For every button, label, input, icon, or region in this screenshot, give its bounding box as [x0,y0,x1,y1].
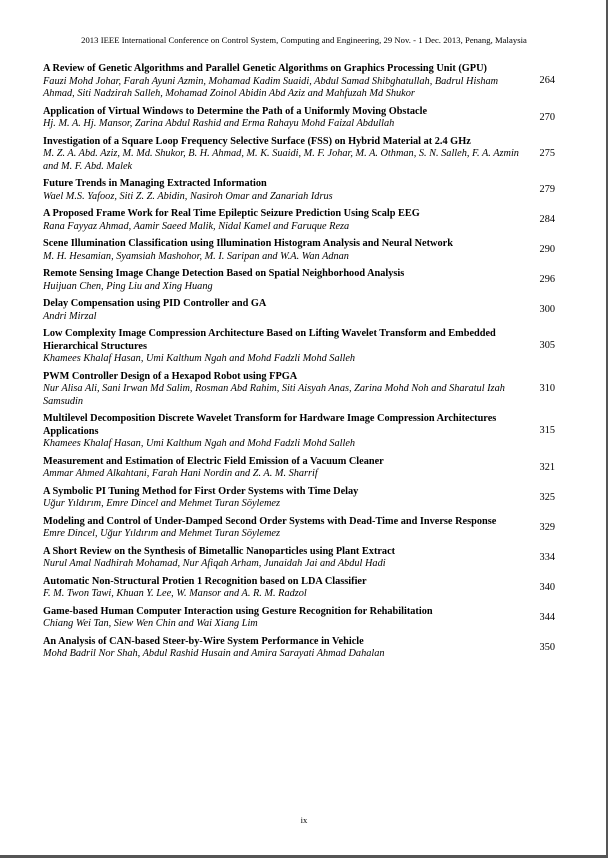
toc-entry [43,238,563,263]
entry-authors: M. H. Hesamian, Syamsiah Mashohor, M. I. Saripan and W.A. Wan Adnan [43,250,349,262]
page-number: 284 [539,214,555,225]
page-number: 290 [539,244,555,255]
entry-title: Game-based Human Computer Interaction using Gesture Recognition for Rehabilitation [43,605,433,617]
entry-title: Investigation of a Square Loop Frequency Selective Surface (FSS) on Hybrid Material at 2.4 GHz [43,135,471,147]
entry-title: An Analysis of CAN-based Steer-by-Wire System Performance in Vehicle [43,635,364,647]
page-number: 344 [539,611,555,623]
page-number: 300 [539,304,555,315]
toc-entry [43,636,563,661]
page-number: 270 [539,111,555,123]
toc-entry [43,486,563,511]
toc-entry [43,456,563,481]
page-number: 305 [539,340,555,351]
toc-entry [43,413,563,451]
page-number: 350 [539,641,555,653]
page-number: 325 [539,491,555,503]
entry-title: Automatic Non-Structural Protien 1 Recognition based on LDA Classifier [43,575,367,587]
table-of-contents [43,63,563,666]
entry-authors: Ammar Ahmed Alkahtani, Farah Hani Nordin and Z. A. M. Sharrif [43,468,318,479]
entry-authors: Wael M.S. Yafooz, Siti Z. Z. Abidin, Nasiroh Omar and Zanariah Idrus [43,190,333,202]
entry-authors: F. M. Twon Tawi, Khuan Y. Lee, W. Mansor and A. R. M. Radzol [43,588,307,599]
toc-entry [43,268,563,293]
entry-authors: Fauzi Mohd Johar, Farah Ayuni Azmin, Mohamad Kadim Suaidi, Abdul Samad Shibghatullah, Badrul Hisham Ahmad, Siti Nadzirah Salleh, Mohamad Zoinol Abidin Abd Aziz and Mahfuzah Md Shukor [43,75,499,99]
page-number: 279 [539,184,555,195]
page-footer-number: ix [300,815,308,825]
entry-authors: Andri Mirzal [43,310,97,322]
entry-title: A Symbolic PI Tuning Method for First Order Systems with Time Delay [43,485,359,497]
entry-authors: Hj. M. A. Hj. Mansor, Zarina Abdul Rashid and Erma Rahayu Mohd Faizal Abdullah [43,118,395,129]
entry-authors: Rana Fayyaz Ahmad, Aamir Saeed Malik, Nidal Kamel and Faruque Reza [43,220,350,232]
toc-entry [43,606,563,631]
entry-authors: Khamees Khalaf Hasan, Umi Kalthum Ngah and Mohd Fadzli Mohd Salleh [43,353,356,364]
toc-entry [43,63,563,101]
entry-title: Future Trends in Managing Extracted Information [43,178,267,189]
entry-authors: Nur Alisa Ali, Sani Irwan Md Salim, Rosman Abd Rahim, Siti Aisyah Anas, Zarina Mohd Noh and Sharatul Izah Samsudin [43,383,505,407]
entry-authors: Nurul Amal Nadhirah Mohamad, Nur Afiqah Arham, Junaidah Jai and Abdul Hadi [43,558,386,569]
entry-title: A Review of Genetic Algorithms and Parallel Genetic Algorithms on Graphics Processing Unit (GPU) [43,63,487,74]
page-header: 2013 IEEE International Conference on Control System, Computing and Engineering, 29 Nov. - 1 Dec. 2013, Penang, Malaysia [81,35,527,45]
page-number: 321 [539,461,555,473]
entry-title: Scene Illumination Classification using Illumination Histogram Analysis and Neural Network [43,238,453,249]
toc-entry [43,136,563,174]
entry-authors: Huijuan Chen, Ping Liu and Xing Huang [43,280,213,292]
entry-title: Multilevel Decomposition Discrete Wavelet Transform for Hardware Image Compression Architectures Applications [43,413,497,437]
entry-title: Low Complexity Image Compression Architecture Based on Lifting Wavelet Transform and Embedded Hierarchical Structures [43,328,496,352]
page-number: 315 [539,425,555,436]
toc-entry [43,106,563,131]
page-number: 275 [539,147,555,159]
entry-authors: Khamees Khalaf Hasan, Umi Kalthum Ngah and Mohd Fadzli Mohd Salleh [43,438,356,449]
page-number: 334 [539,551,555,563]
toc-entry [43,516,563,541]
entry-title: A Proposed Frame Work for Real Time Epileptic Seizure Prediction Using Scalp EEG [43,208,420,219]
toc-entry [43,576,563,601]
toc-entry [43,328,563,366]
entry-title: PWM Controller Design of a Hexapod Robot using FPGA [43,370,298,382]
entry-title: Modeling and Control of Under-Damped Second Order Systems with Dead-Time and Inverse Response [43,515,497,527]
page-number: 329 [539,521,555,533]
page-number: 310 [539,382,555,394]
page-number: 340 [539,581,555,593]
entry-authors: Mohd Badril Nor Shah, Abdul Rashid Husain and Amira Sarayati Ahmad Dahalan [43,648,385,659]
page-number: 296 [539,274,555,285]
toc-entry [43,298,563,323]
entry-title: Measurement and Estimation of Electric Field Emission of a Vacuum Cleaner [43,455,384,467]
page-number: 264 [539,75,555,86]
entry-authors: Chiang Wei Tan, Siew Wen Chin and Wai Xiang Lim [43,618,258,629]
entry-authors: Emre Dincel, Uğur Yıldırım and Mehmet Turan Söylemez [43,528,280,539]
toc-entry [43,178,563,203]
entry-title: Delay Compensation using PID Controller and GA [43,298,267,309]
entry-authors: M. Z. A. Abd. Aziz, M. Md. Shukor, B. H. Ahmad, M. K. Suaidi, M. F. Johar, M. A. Othman, S. N. Salleh, F. A. Azmin and M. F. Abd. Malek [43,148,519,172]
toc-entry [43,546,563,571]
toc-entry [43,208,563,233]
entry-title: Application of Virtual Windows to Determine the Path of a Uniformly Moving Obstacle [43,105,428,117]
entry-authors: Uğur Yıldırım, Emre Dincel and Mehmet Turan Söylemez [43,498,280,509]
entry-title: Remote Sensing Image Change Detection Based on Spatial Neighborhood Analysis [43,268,405,279]
entry-title: A Short Review on the Synthesis of Bimetallic Nanoparticles using Plant Extract [43,545,396,557]
toc-entry [43,371,563,409]
